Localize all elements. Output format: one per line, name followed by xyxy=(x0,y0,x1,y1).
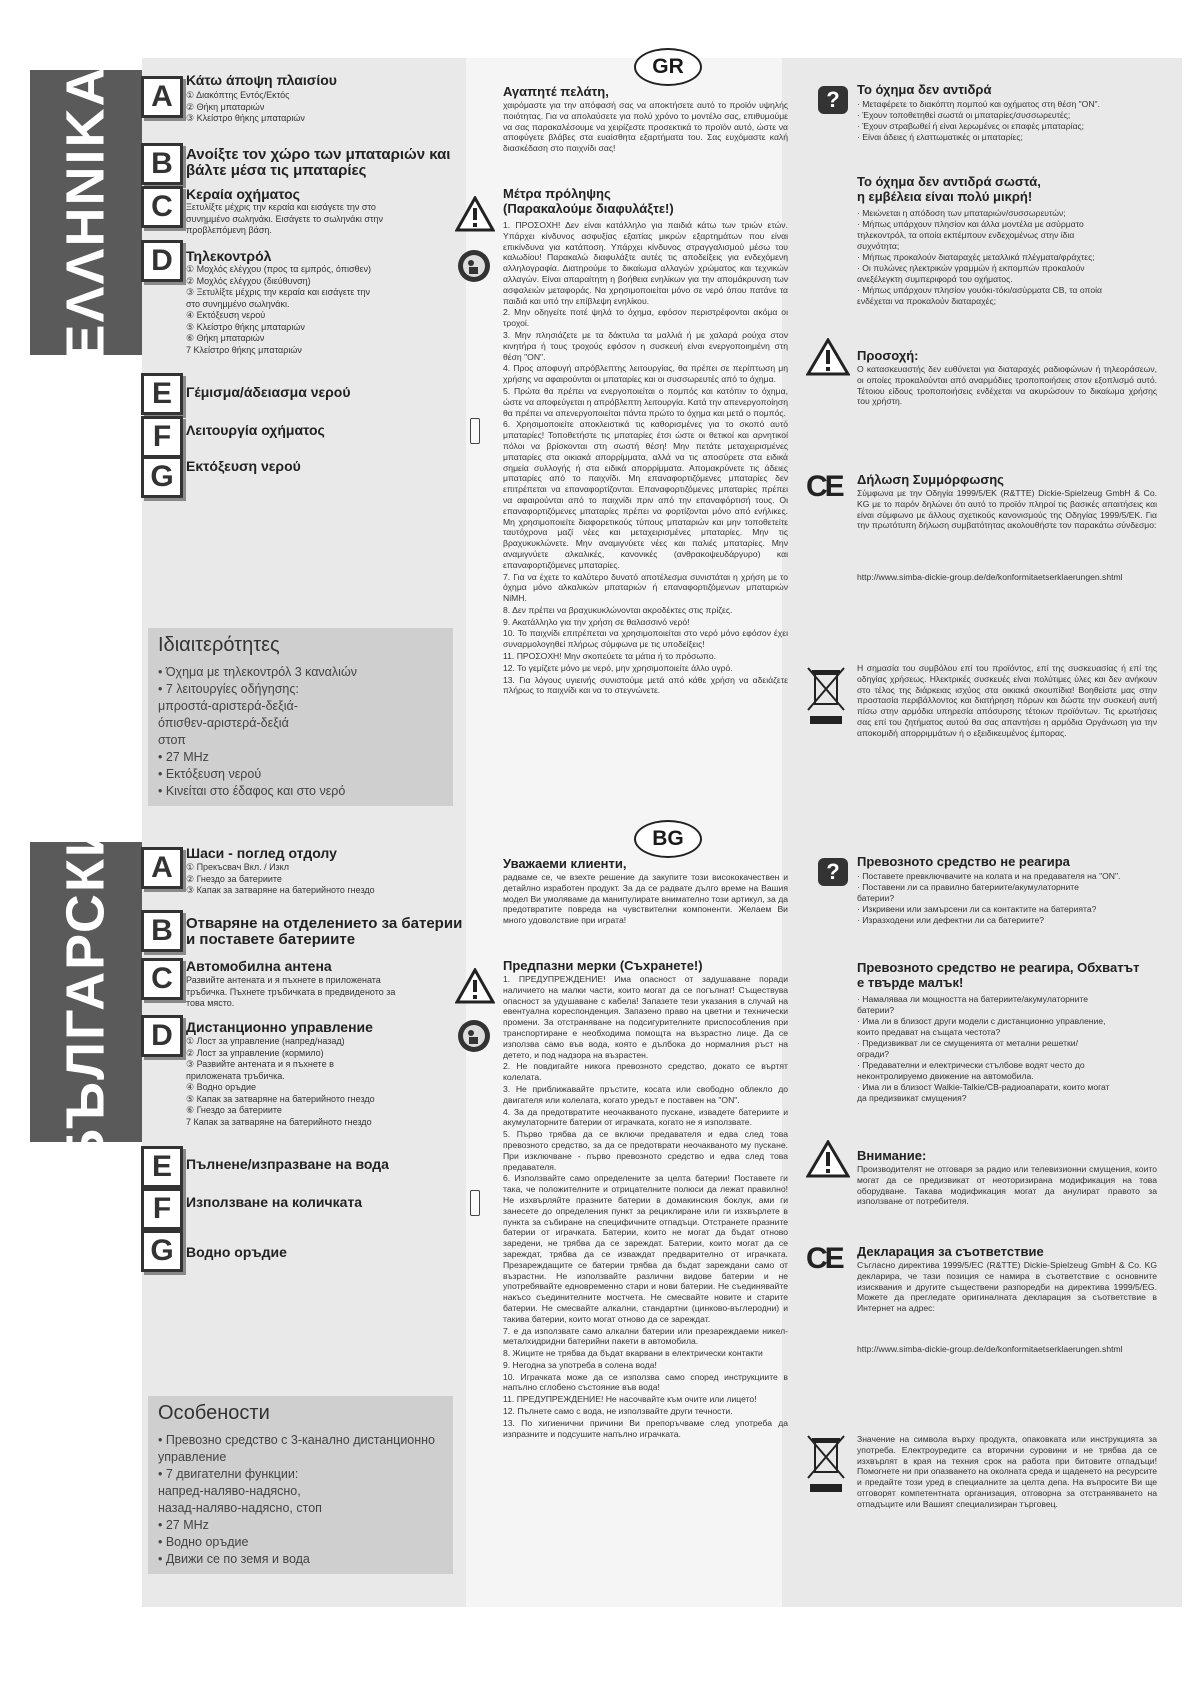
step-letter-e: E xyxy=(141,1146,183,1188)
step-d-list: ① Лост за управление (напред/назад) ② Лост за управление (кормило) ③ Развийте антената и я пъхнете в приложената тръбичка. ④ Водно оръдие ⑤ Капак за затваряне на батерийното гнездо ⑥ Гнездо за батериите 7 Капак за затваряне на батерийното гнездо xyxy=(186,1036,375,1127)
warning-icon xyxy=(806,1140,850,1178)
declaration-text: Съгласно директива 1999/5/EC (R&TTE) Dickie-Spielzeug GmbH & Co. KG декларира, че тази позиция се намира в съответствие с основните изисквания и другите съществени разпоредби на директива 1999/5/EG. Можете да прегледате оригиналната декларация за съответствие в Интернет на адрес: xyxy=(857,1260,1157,1314)
warning-icon xyxy=(806,338,850,376)
weee-bin-icon xyxy=(806,1432,846,1494)
declaration-url: http://www.simba-dickie-group.de/de/konformitaetserklaerungen.shtml xyxy=(857,572,1123,582)
declaration-title: Δήλωση Συμμόρφωσης xyxy=(857,472,1004,487)
step-d-list: ① Μοχλός ελέγχου (προς τα εμπρός, όπισθεν) ② Μοχλός ελέγχου (διεύθυνση) ③ Ξετυλίξτε μέχρις την κεραία και εισάγετε την στο συνημμένο σωληνάκι. ④ Εκτόξευση νερού ⑤ Κλείστρο θήκης μπαταριών ⑥ Θήκη μπαταριών 7 Κλείστρο θήκης μπαταριών xyxy=(186,264,372,355)
step-f-title: Λειτουργία οχήματος xyxy=(186,422,325,438)
no-react-list: · Поставете превключвачите на колата и на предавателя на "ON". · Поставени ли са правилно батериите/акумулаторните батерии? · Изкривени или замърсени ли са контактите на батерията? · Изразходени или дефектни ли са батериите? xyxy=(857,871,1121,925)
language-badge: GR xyxy=(634,48,702,86)
language-badge: BG xyxy=(634,820,702,858)
question-icon: ? xyxy=(818,858,848,886)
dear-customer-title: Уважаеми клиенти, xyxy=(503,856,627,871)
features-list: • Превозно средство с 3-канално дистанционно управление • 7 двигателни функции: напред-наляво-надясно, назад-наляво-надясно, стоп • 27 MHz • Водно оръдие • Движи се по земя и вода xyxy=(158,1433,436,1566)
step-d-title: Τηλεκοντρόλ xyxy=(186,248,272,264)
step-letter-b: B xyxy=(141,143,183,185)
features-title: Особености xyxy=(158,1402,270,1424)
step-a-list: ① Прекъсвач Вкл. / Изкл ② Гнездо за батериите ③ Капак за затваряне на батерийното гнездо xyxy=(186,862,375,895)
step-letter-e: E xyxy=(141,373,183,415)
step-letter-g: G xyxy=(141,1230,183,1272)
no-react-list: · Μεταφέρετε το διακόπτη πομπού και οχήματος στη θέση "ON". · Έχουν τοποθετηθεί σωστά οι μπαταρίες/συσσωρευτές; · Έχουν στραβωθεί ή είναι λερωμένες οι επαφές μπαταρίας; · Είναι άδειες ή ελαττωματικές οι μπαταρίες; xyxy=(857,99,1100,142)
step-e-title: Γέμισμα/άδειασμα νερού xyxy=(186,384,351,400)
step-letter-d: D xyxy=(141,240,183,282)
step-letter-d: D xyxy=(141,1015,183,1057)
step-letter-a: A xyxy=(141,847,183,889)
step-letter-b: B xyxy=(141,910,183,952)
step-letter-a: A xyxy=(141,76,183,118)
features-title: Ιδιαιτερότητες xyxy=(158,634,280,656)
no-react-title: Το όχημα δεν αντιδρά xyxy=(857,82,992,97)
step-c-text: Ξετυλίξτε μέχρις την κεραία και εισάγετε την στο συνημμένο σωληνάκι. Εισάγετε το σωληνάκι στην προβλεπόμενη βάση. xyxy=(186,202,383,235)
step-c-title: Κεραία οχήματος xyxy=(186,186,300,202)
step-c-title: Автомобилна антена xyxy=(186,958,332,974)
language-side-tab: БЪЛГАРСКИ xyxy=(30,842,142,1142)
battery-icon xyxy=(470,1190,480,1216)
battery-icon xyxy=(470,418,480,444)
step-letter-c: C xyxy=(141,958,183,1000)
weee-text: Значение на символа върху продукта, опаковката или инструкцията за употреба. Електроуредите са вторични суровини и не трябва да се изхвърлят в края на техния срок на работа при битовите отпадъци! Помогнете ни при опазването на околната среда и щаденето на ресурсите и предайте този уред в специалните за целта депа. На въпросите Ви ще отговорят компетентната организация, отговорна за отстраняването на отпадъците или Вашият специализиран търговец. xyxy=(857,1434,1157,1509)
step-a-list: ① Διακόπτης Εντός/Εκτός ② Θήκη μπαταριών ③ Κλείστρο θήκης μπαταριών xyxy=(186,90,305,123)
warning-icon xyxy=(455,968,495,1004)
features-box xyxy=(148,1396,453,1574)
dear-customer-text: χαιρόμαστε για την απόφασή σας να αποκτήσετε αυτό το προϊόν υψηλής ποιότητας. Για να απολαύσετε για πολύ χρόνο το μοντέλο σας, επιθυμούμε να σας παρακαλέσουμε να χειρίζεστε προσεκτικά το προϊόν αυτό, ώστε να αποφύγετε βλάβες στα ευαίσθητα εξαρτήματα του. Σας ευχόμαστε καλή διασκέδαση στο παιχνίδι σας! xyxy=(503,100,788,154)
declaration-url: http://www.simba-dickie-group.de/de/konformitaetserklaerungen.shtml xyxy=(857,1344,1123,1354)
child-age-icon xyxy=(456,248,492,284)
no-react-range-list: · Намаляваа ли мощността на батериите/акумулаторните батерии? · Има ли в близост други модели с дистанционно управление, които предават на същата честота? · Предизвикват ли се смущенията от метални решетки/ огради? · Предавателни и електрически стълбове водят често до неконтролируемо движение на автомобила. · Има ли в близост Walkie-Talkie/CB-радиоапарати, които могат да предизвикат смущения? xyxy=(857,994,1110,1103)
step-c-text: Развийте антената и я пъхнете в приложената тръбичка. Пъхнете тръбичката в предвиденото за това място. xyxy=(186,975,396,1008)
safety-list: 1. ΠΡΟΣΟΧΗ! Δεν είναι κατάλληλο για παιδιά κάτω των τριών ετών. Υπάρχει κίνδυνος ασφυξίας εξαιτίας μικρών εξαρτημάτων που είναι επικίνδυνα για κατάποση. Υπάρχει κίνδυνος στραγγαλισμού μέσω του καλωδίου! Παρακαλώ διαφυλάξτε αυτές τις αποδείξεις για ενδεχόμενη αλληλογραφία. Διατηρούμε το δικαίωμα αλλαγών χρώματος και τεχνικών αλλαγών. Είναι απαραίτητη η βοήθεια ενηλίκων για την απομάκρυνση των ασφαλειών μεταφοράς. Να χρησιμοποιείται μόνο σε νερό όπου πατάνε τα παιδιά και υπό την επίβλεψη ενηλίκου. 2. Μην οδηγείτε ποτέ ψηλά το όχημα, εφόσον περιστρέφονται ακόμα οι τροχοί. 3. Μην πλησιάζετε με τα δάκτυλα τα μαλλιά ή με χαλαρά ρούχα στον κινητήρα ή τους τροχούς εφόσον η συσκευή είναι ενεργοποιημένη στη θέση "ON". 4. Προς αποφυγή απρόβλεπτης λειτουργίας, θα πρέπει σε περίπτωση μη χρήσης να αφαιρούνται οι μπαταρίες και οι συσσωρευτές από το όχημα. 5. Πρώτα θα πρέπει να ενεργοποιείται ο πομπός και κατόπιν το όχημα, ώστε να αποφεύγεται η απρόβλεπτη λειτουργία. Κατά την απενεργοποίηση θα πρέπει να απενεργοποιείται πάντα πρώτο το όχημα και μετά ο πομπός. 6. Χρησιμοποιείτε αποκλειστικά τις καθορισμένες για το σκοπό αυτό μπαταρίες! Τοποθετήστε τις μπαταρίες έτσι ώστε οι θετικοί και αρνητικοί πόλοι να βρίσκονται στη σωστή θέση! Μην πετάτε μεταχειρισμένες μπαταρίες στα οικιακά απορρίμματα, αλλά να τις αποσύρετε στα ειδικά σημεία συλλογής ή στα ειδικά απορρίμματα. Απομακρύνετε τις άδειες μπαταρίες από το παιχνίδι. Μη επαναφορτιζόμενες μπαταρίες δεν επιτρέπεται να επαναφορτίζονται. Επαναφορτιζόμενες μπαταρίες πρέπει να αφαιρούνται από το παιχνίδι πριν από την επαναφόρτισή τους. Οι επαναφορτιζόμενες μπαταρίες πρέπει να φορτίζονται μόνο από ενήλικες. Μη χρησιμοποιείτε διαφορετικούς τύπους μπαταριών και μην τοποθετείτε ταυτόχρονα μαζί νέες και μεταχειρισμένες μπαταρίες. Μην τις βραχυκυκλώνετε. Μην αναμιγνύετε νέες και παλιές μπαταρίες. Μην αναμιγνύετε αλκαλικές, κανονικές (ανθρακοψευδάργυρο) και επαναφορτιζόμενες μπαταρίες. 7. Για να έχετε το καλύτερο δυνατό αποτέλεσμα συνιστάται η χρήση με το όχημα μόνο αλκαλικών μπαταριών ή επαναφορτιζόμενων μπαταριών NiMH. 8. Δεν πρέπει να βραχυκυκλώνονται ακροδέκτες στις πρίζες. 9. Ακατάλληλο για την χρήση σε θαλασσινό νερό! 10. Το παιχνίδι επιτρέπεται να χρησιμοποιείται στο νερό μόνο εφόσον έχει συναρμολογηθεί πλήρως σύμφωνα με τις υποδείξεις! 11. ΠΡΟΣΟΧΗ! Μην σκοπεύετε τα μάτια ή το πρόσωπο. 12. Το γεμίζετε μόνο με νερό, μην χρησιμοποιείτε άλλο υγρό. 13. Για λόγους υγιεινής συνιστούμε μετά από κάθε χρήση να αδειάζετε πλήρως το παιχνίδι και να το στεγνώνετε. xyxy=(503,220,788,696)
dear-customer-text: радваме се, че взехте решение да закупите този висококачествен и детайлно изработен продукт. За да се радвате дълго време на Вашия модел Ви умоляваме да манипулирате внимателно този артикул, за да предотвратите повреда на чувствителни компоненти. Желаем Ви много удоволствие при играта! xyxy=(503,872,788,926)
declaration-title: Декларация за съответствие xyxy=(857,1244,1044,1259)
step-f-title: Използване на количката xyxy=(186,1194,363,1210)
features-box xyxy=(148,628,453,806)
attention-title: Внимание: xyxy=(857,1148,927,1163)
safety-list: 1. ПРЕДУПРЕЖДЕНИЕ! Има опасност от задушаване поради наличието на малки части, които могат да се погълнат! Съществува опасност за удушаване с кабела! Запазете тези указания в случай на евентуална кореспонденция. Запазено право на цветни и технически промени. За отстраняване на подсигурителните приспособления при транспортиране е необходима помощта на възрастно лице. Да се използва само във вода, която е дълбока до нормалния ръст на детето, и под надзора на възрастен. 2. Не повдигайте никога превозното средство, докато се въртят колелата. 3. Не приближавайте пръстите, косата или свободно облекло до двигателя или колелата, когато уредът е поставен на "ON". 4. За да предотвратите неочакваното пускане, извадете батериите и акумулаторните батерии от играчката, когато не я използвате. 5. Първо трябва да се включи предавателя и едва след това превозното средство, за да се предотврати неочакваното му пускане. При изключване - първо превозното средство и едва след това предавателя. 6. Използвайте само определените за целта батерии! Поставете ги така, че положителните и отрицателните полюси да лежат правилно! Не изхвърляйте празните батерии в домакинския боклук, ами ги занесете до определения пункт за рециклиране или ги изхвърлете в пункта за събиране на специфичните отпадъци. Отстранете празните батерии от играчката. Батерии, които не могат да бъдат отново заредени, не трябва да се зареждат. Батерии, които могат да се зареждат, трябва да се изваждат предварително от играчката. Презареждащите се батерии трябва да бъдат зареждани само от възрастни. Не използвайте различни видове батерии и не употребявайте едновременно стари и нови батерии. Не съединявайте накъсо съединителните мостчета. Не смесвайте новите и старите батерии. Не смесвайте алкални, стандартни (цинково-въглеродни) и такива батерии, които могат отново да се зареждат. 7. е да използвате само алкални батерии или презареждаеми никел-металхидридни батерийни пакети в автомобила. 8. Жиците не трябва да бъдат вкарвани в електрически контакти 9. Негодна за употреба в солена вода! 10. Играчката може да се използва само според инструкциите в напълно сглобено състояние във вода! 11. ПРЕДУПРЕЖДЕНИЕ! Не насочвайте към очите или лицето! 12. Пълнете само с вода, не използвайте други течности. 13. По хигиенични причини Ви препоръчваме след употреба да изпразните и подсушите напълно играчката. xyxy=(503,974,788,1439)
step-letter-g: G xyxy=(141,456,183,498)
step-g-title: Водно оръдие xyxy=(186,1244,287,1260)
no-react-range-title: Превозното средство не реагира, Обхватът е твърде малък! xyxy=(857,960,1140,990)
step-b-title: Ανοίξτε τον χώρο των μπαταριών και βάλτε μέσα τις μπαταρίες xyxy=(186,146,451,179)
declaration-text: Σύμφωνα με την Οδηγία 1999/5/ΕΚ (R&TTE) Dickie-Spielzeug GmbH & Co. KG με το παρόν δηλώνει ότι αυτό το προϊόν πληροί τις βασικές απαιτήσεις και είναι σύμφωνο με άλλους σχετικούς κανονισμούς της Οδηγίας 1999/5/ΕΚ. Για την πρωτότυπη δήλωση συμβατότητας ακολουθήστε τον παρακάτω σύνδεσμο: xyxy=(857,488,1157,531)
safety-title: Предпазни мерки (Съхранете!) xyxy=(503,958,703,973)
weee-bin-icon xyxy=(806,664,846,726)
weee-text: Η σημασία του συμβόλου επί του προϊόντος, επί της συσκευασίας ή επί της οδηγίας χρήσεως. Ηλεκτρικές συσκευές είναι πολύτιμες ύλες και δεν ανήκουν στο τέλος της διάρκειας ισχύος στα οικιακά σκουπίδια! Βοηθείστε μας στην προστασία περιβάλλοντος και διατήρηση πόρων και δώστε την συσκευή αυτή πίσω στην αρμόδια υπηρεσία απόσυρσης τέτοιων προϊόντων. Τις ερωτήσεις σας επί του ζητήματος αυτού θα σας απαντήσει η αρμόδια Οργάνωση για την αποκομιδή απορριμμάτων ή ο εξειδικευμένος έμπορας. xyxy=(857,663,1157,738)
step-letter-f: F xyxy=(141,416,183,458)
ce-mark-icon: CE xyxy=(806,470,842,503)
attention-text: Ο κατασκευαστής δεν ευθύνεται για διαταραχές ραδιοφώνων ή τηλεοράσεων, οι οποίες προκαλούνται από αναρμόδιες τροποποιήσεις στον εξοπλισμό αυτό. Τέτοιου είδους τροποποιήσεις ενδέχεται να ακυρώσουν το δικαίωμα χρήσης του χρήστη. xyxy=(857,364,1157,407)
step-e-title: Пълнене/изпразване на вода xyxy=(186,1156,389,1172)
no-react-range-list: · Μειώνεται η απόδοση των μπαταριών/συσσωρευτών; · Μήπως υπάρχουν πλησίον και άλλα μοντέλα με ασύρματο τηλεκοντρόλ, τα οποία εκπέμπουν ενδεχομένως στην ίδια συχνότητα; · Μήπως προκαλούν διαταραχές μεταλλικά πλέγματα/φράχτες; · Οι πυλώνες ηλεκτρικών γραμμών ή εκπομπών προκαλούν ανεξέλεγκτη συμπεριφορά του οχήματος. · Μήπως υπάρχουν πλησίον γουόκι-τόκι/ασύρματα CB, τα οποία ενδέχεται να προκαλούν διαταραχές; xyxy=(857,208,1102,306)
step-a-title: Шаси - поглед отдолу xyxy=(186,845,337,861)
safety-title: Μέτρα πρόληψης (Παρακαλούμε διαφυλάξτε!) xyxy=(503,186,674,216)
child-age-icon xyxy=(456,1018,492,1054)
ce-mark-icon: CE xyxy=(806,1242,842,1275)
dear-customer-title: Αγαπητέ πελάτη, xyxy=(503,84,609,99)
question-icon: ? xyxy=(818,86,848,114)
step-d-title: Дистанционно управление xyxy=(186,1019,373,1035)
step-letter-c: C xyxy=(141,186,183,228)
features-list: • Όχημα με τηλεκοντρόλ 3 καναλιών • 7 λειτουργίες οδήγησης: μπροστά-αριστερά-δεξιά- όπισθεν-αριστερά-δεξιά στοπ • 27 MHz • Εκτόξευση νερού • Κινείται στο έδαφος και στο νερό xyxy=(158,665,357,798)
no-react-title: Превозното средство не реагира xyxy=(857,854,1070,869)
no-react-range-title: Το όχημα δεν αντιδρά σωστά, η εμβέλεια είναι πολύ μικρή! xyxy=(857,174,1041,204)
warning-icon xyxy=(455,196,495,232)
step-letter-f: F xyxy=(141,1188,183,1230)
step-a-title: Κάτω άποψη πλαισίου xyxy=(186,72,337,88)
step-g-title: Εκτόξευση νερού xyxy=(186,458,301,474)
step-b-title: Отваряне на отделението за батерии и поставете батериите xyxy=(186,915,463,948)
attention-text: Производителят не отговаря за радио или телевизионни смущения, които могат да се предизвикат от неоторизирана модификация на това оборудване. Такава модификация могат да анулират правото за използване от потребителя. xyxy=(857,1164,1157,1207)
attention-title: Προσοχή: xyxy=(857,348,919,363)
language-side-tab: ΕΛΛΗΝΙΚΑ xyxy=(30,70,142,355)
